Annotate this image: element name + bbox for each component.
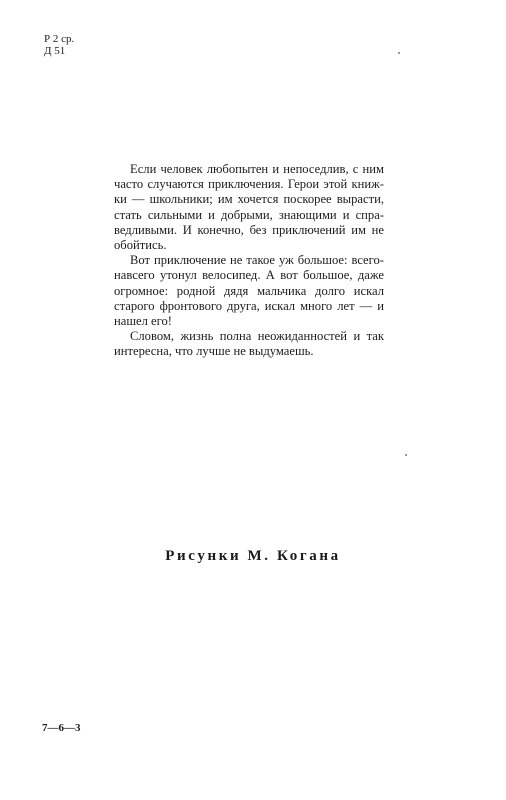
annotation-paragraph-2: Вот приключение не такое уж большое: всего-навсего утонул велосипед. А вот большое, даже огромное: родной дядя мальчика долго искал старого фронтового друга, искал много лет — и нашел его!: [114, 253, 384, 329]
annotation-paragraph-1: Если человек любопытен и непоседлив, с ним часто случаются приключения. Герои этой книжки — школьники; им хочется поскорее вырасти, стать сильными и добрыми, знающими и справедливыми. И конечно, без приключений им не обойтись.: [114, 162, 384, 253]
print-speck: [405, 454, 407, 456]
classification-line-1: Р 2 ср.: [44, 33, 75, 45]
classification-line-2: Д 51: [44, 45, 66, 57]
book-annotation: [114, 162, 384, 360]
annotation-paragraph-3: Словом, жизнь полна неожиданностей и так интересна, что лучше не выдумаешь.: [114, 329, 384, 359]
print-code: 7—6—3: [42, 722, 81, 734]
library-classification-code: [44, 33, 74, 57]
illustrator-credit: Рисунки М. Когана: [165, 548, 341, 564]
print-speck: [398, 52, 400, 54]
